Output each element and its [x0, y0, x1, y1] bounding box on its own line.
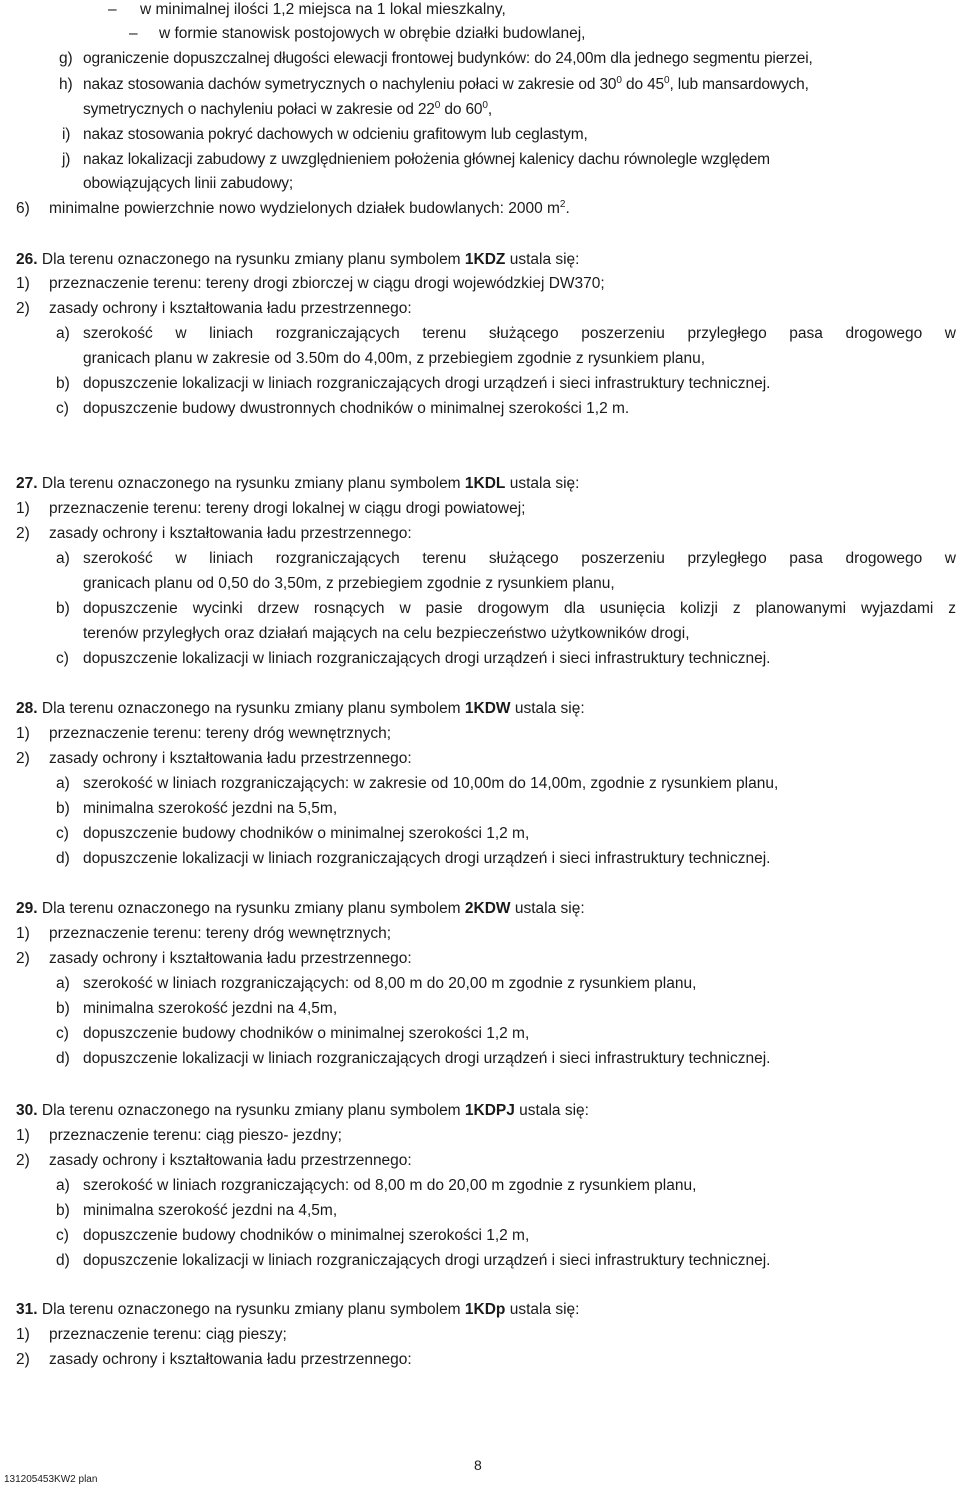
zone-symbol: 1KDPJ: [464, 1102, 515, 1119]
list-item-text: zasady ochrony i kształtowania ładu przestrzennego:: [49, 750, 412, 767]
list-item-text: szerokość w liniach rozgraniczających terenu służącego poszerzeniu przyległego pasa drogowego w: [83, 550, 956, 567]
list-item-text: zasady ochrony i kształtowania ładu przestrzennego:: [49, 1351, 412, 1368]
list-item-text: symetrycznych o nachyleniu połaci w zakresie od $22^0$ do $60^0$,: [83, 100, 492, 118]
list-item-text: zasady ochrony i kształtowania ładu przestrzennego:: [49, 950, 412, 967]
section-number: 29.: [16, 900, 38, 917]
list-marker: 2): [16, 750, 30, 767]
list-item-text: w minimalnej ilości 1,2 miejsca na 1 lokal mieszkalny,: [140, 1, 506, 18]
section-number: 30.: [16, 1102, 38, 1119]
list-marker: b): [56, 1202, 70, 1219]
list-item-text: dopuszczenie lokalizacji w liniach rozgraniczających drogi urządzeń i sieci infrastruktury technicznej.: [83, 1252, 771, 1269]
list-item-text: przeznaczenie terenu: ciąg pieszo- jezdny;: [49, 1127, 342, 1144]
list-item-text: przeznaczenie terenu: ciąg pieszy;: [49, 1326, 287, 1343]
list-marker: d): [56, 1050, 70, 1067]
list-marker: 2): [16, 1152, 30, 1169]
dash-marker: –: [108, 1, 117, 18]
list-marker: i): [62, 126, 71, 143]
document-page: – w minimalnej ilości 1,2 miejsca na 1 lokal mieszkalny, – w formie stanowisk postojowych w obrębie działki budowlanej, g) ograniczenie dopuszczalnej długości elewacji frontowej budynków: do 24,00m dla jednego segmentu pierzei, h) nakaz stosowania dachów symetrycznych o nachyleniu połaci w zakresie od $30^0$ do $45^0$, lub mansardowych, symetrycznych o nachyleniu połaci w zakresie od $22^0$ do $60^0$, i) nakaz stosowania pokryć dachowych w odcieniu grafitowym lub ceglastym, j) nakaz lokalizacji zabudowy z uwzględnieniem położenia głównej kalenicy dachu równolegle względem obowiązujących linii zabudowy; 6) minimalne powierzchnie nowo wydzielonych działek budowlanych: 2000 $m^2$. 26. Dla terenu oznaczonego na rysunku zmiany planu symbolem 1KDZ ustala się: 1) przeznaczenie terenu: tereny drogi zbiorczej w ciągu drogi wojewódzkiej DW370; 2) zasady ochrony i kształtowania ładu przestrzennego: a) szerokość w liniach rozgraniczających terenu służącego poszerzeniu przyległego pasa drogowego w granicach planu w zakresie od 3.50m do 4,00m, z przebiegiem zgodnie z rysunkiem planu, b) dopuszczenie lokalizacji w liniach rozgraniczających drogi urządzeń i sieci infrastruktury technicznej. c) dopuszczenie budowy dwustronnych chodników o minimalnej szerokości 1,2 m. 27. Dla terenu oznaczonego na rysunku zmiany planu symbolem 1KDL ustala się: 1) przeznaczenie terenu: tereny drogi lokalnej w ciągu drogi powiatowej; 2) zasady ochrony i kształtowania ładu przestrzennego: a) szerokość w liniach rozgraniczających terenu służącego poszerzeniu przyległego pasa drogowego w granicach planu od 0,50 do 3,50m, z przebiegiem zgodnie z rysunkiem planu, b) dopuszczenie wycinki drzew rosnących w pasie drogowym dla usunięcia kolizji z planowanymi wyjazdami z terenów przyległych oraz działań mających na celu bezpieczeństwo użytkowników drogi, c) dopuszczenie lokalizacji w liniach rozgraniczających drogi urządzeń i sieci infrastruktury technicznej. 28. Dla terenu oznaczonego na rysunku zmiany planu symbolem 1KDW ustala się: 1) przeznaczenie terenu: tereny dróg wewnętrznych; 2) zasady ochrony i kształtowania ładu przestrzennego: a) szerokość w liniach rozgraniczających: w zakresie od 10,00m do 14,00m, zgodnie z rysunkiem planu, b) minimalna szerokość jezdni na 5,5m, c) dopuszczenie budowy chodników o minimalnej szerokości 1,2 m, d) dopuszczenie lokalizacji w liniach rozgraniczających drogi urządzeń i sieci infrastruktury technicznej. 29. Dla terenu oznaczonego na rysunku zmiany planu symbolem 2KDW ustala się: 1) przeznaczenie terenu: tereny dróg wewnętrznych; 2) zasady ochrony i kształtowania ładu przestrzennego: a) szerokość w liniach rozgraniczających: od 8,00 m do 20,00 m zgodnie z rysunkiem planu, b) minimalna szerokość jezdni na 4,5m, c) dopuszczenie budowy chodników o minimalnej szerokości 1,2 m, d) dopuszczenie lokalizacji w liniach rozgraniczających drogi urządzeń i sieci infrastruktury technicznej. 30. Dla terenu oznaczonego na rysunku zmiany planu symbolem 1KDPJ ustala się: 1) przeznaczenie terenu: ciąg pieszo- jezdny; 2) zasady ochrony i kształtowania ładu przestrzennego: a) szerokość w liniach rozgraniczających: od 8,00 m do 20,00 m zgodnie z rysunkiem planu, b) minimalna szerokość jezdni na 4,5m, c) dopuszczenie budowy chodników o minimalnej szerokości 1,2 m, d) dopuszczenie lokalizacji w liniach rozgraniczających drogi urządzeń i sieci infrastruktury technicznej. 31. Dla terenu oznaczonego na rysunku zmiany planu symbolem 1KDp ustala się: 1) przeznaczenie terenu: ciąg pieszy; 2) zasady ochrony i kształtowania ładu przestrzennego: 8 131205453KW2 plan: [4, 1, 956, 1485]
list-item-text: w formie stanowisk postojowych w obrębie działki budowlanej,: [159, 25, 586, 42]
list-marker: a): [56, 325, 70, 342]
list-item-text: zasady ochrony i kształtowania ładu przestrzennego:: [49, 525, 412, 542]
list-item-text: przeznaczenie terenu: tereny drogi lokalnej w ciągu drogi powiatowej;: [49, 500, 526, 517]
list-item-text: dopuszczenie lokalizacji w liniach rozgraniczających drogi urządzeń i sieci infrastruktury technicznej.: [83, 850, 771, 867]
list-marker: 2): [16, 950, 30, 967]
list-marker: c): [56, 400, 69, 417]
list-marker: d): [56, 1252, 70, 1269]
list-item-text: szerokość w liniach rozgraniczających: od 8,00 m do 20,00 m zgodnie z rysunkiem planu,: [83, 1177, 697, 1194]
list-marker: h): [59, 76, 73, 93]
list-marker: 1): [16, 1127, 30, 1144]
list-item-text: szerokość w liniach rozgraniczających terenu służącego poszerzeniu przyległego pasa drogowego w: [83, 325, 956, 342]
list-item-text: zasady ochrony i kształtowania ładu przestrzennego:: [49, 300, 412, 317]
list-marker: b): [56, 1000, 70, 1017]
list-item-text: terenów przyległych oraz działań mających na celu bezpieczeństwo użytkowników drogi,: [83, 625, 690, 642]
zone-symbol: 1KDp: [464, 1301, 506, 1318]
list-marker: j): [62, 151, 71, 168]
list-item-text: granicach planu w zakresie od 3.50m do 4,00m, z przebiegiem zgodnie z rysunkiem planu,: [83, 350, 706, 367]
list-marker: 1): [16, 275, 30, 292]
list-item-text: minimalna szerokość jezdni na 4,5m,: [83, 1202, 338, 1219]
section-number: 26.: [16, 251, 38, 268]
list-item-text: nakaz stosowania pokryć dachowych w odcieniu grafitowym lub ceglastym,: [83, 126, 588, 143]
zone-symbol: 1KDW: [464, 700, 511, 717]
list-marker: c): [56, 1025, 69, 1042]
zone-symbol: 1KDL: [464, 475, 506, 492]
list-item-text: przeznaczenie terenu: tereny drogi zbiorczej w ciągu drogi wojewódzkiej DW370;: [49, 275, 605, 292]
list-item-text: nakaz lokalizacji zabudowy z uwzględnieniem położenia głównej kalenicy dachu równolegle względem: [83, 151, 770, 168]
list-item-text: przeznaczenie terenu: tereny dróg wewnętrznych;: [49, 725, 392, 742]
page-number: 8: [474, 1457, 482, 1473]
dash-marker: –: [129, 25, 138, 42]
list-item-text: minimalna szerokość jezdni na 4,5m,: [83, 1000, 338, 1017]
list-item-text: przeznaczenie terenu: tereny dróg wewnętrznych;: [49, 925, 392, 942]
list-marker: a): [56, 550, 70, 567]
list-item-text: dopuszczenie wycinki drzew rosnących w pasie drogowym dla usunięcia kolizji z planowanymi wyjazdami z: [83, 600, 956, 617]
zone-symbol: 2KDW: [464, 900, 511, 917]
list-marker: 6): [16, 200, 30, 217]
list-item-text: szerokość w liniach rozgraniczających: w zakresie od 10,00m do 14,00m, zgodnie z rysunkiem planu,: [83, 775, 779, 792]
list-marker: c): [56, 650, 69, 667]
section-number: 31.: [16, 1301, 38, 1318]
list-marker: g): [59, 50, 73, 67]
list-marker: 2): [16, 525, 30, 542]
list-marker: d): [56, 850, 70, 867]
list-marker: 1): [16, 925, 30, 942]
list-marker: 2): [16, 300, 30, 317]
list-item-text: granicach planu od 0,50 do 3,50m, z przebiegiem zgodnie z rysunkiem planu,: [83, 575, 615, 592]
list-marker: 2): [16, 1351, 30, 1368]
section-number: 28.: [16, 700, 38, 717]
list-marker: c): [56, 1227, 69, 1244]
list-marker: b): [56, 800, 70, 817]
list-item-text: minimalne powierzchnie nowo wydzielonych działek budowlanych: 2000 $m^2$.: [49, 199, 570, 217]
zone-symbol: 1KDZ: [464, 251, 506, 268]
list-item-text: obowiązujących linii zabudowy;: [83, 175, 294, 192]
list-item-text: dopuszczenie budowy chodników o minimalnej szerokości 1,2 m,: [83, 825, 530, 842]
list-item-text: dopuszczenie budowy chodników o minimalnej szerokości 1,2 m,: [83, 1227, 530, 1244]
list-item-text: dopuszczenie budowy dwustronnych chodników o minimalnej szerokości 1,2 m.: [83, 400, 630, 417]
list-item-text: zasady ochrony i kształtowania ładu przestrzennego:: [49, 1152, 412, 1169]
list-item-text: minimalna szerokość jezdni na 5,5m,: [83, 800, 338, 817]
section-number: 27.: [16, 475, 38, 492]
document-code: 131205453KW2 plan: [4, 1474, 98, 1485]
list-marker: c): [56, 825, 69, 842]
list-marker: a): [56, 775, 70, 792]
list-item-text: szerokość w liniach rozgraniczających: od 8,00 m do 20,00 m zgodnie z rysunkiem planu,: [83, 975, 697, 992]
list-marker: b): [56, 375, 70, 392]
list-marker: 1): [16, 725, 30, 742]
list-item-text: dopuszczenie lokalizacji w liniach rozgraniczających drogi urządzeń i sieci infrastruktury technicznej.: [83, 650, 771, 667]
list-item-text: nakaz stosowania dachów symetrycznych o nachyleniu połaci w zakresie od $30^0$ do $45^0$, lub mansardowych,: [83, 75, 809, 93]
list-item-text: dopuszczenie lokalizacji w liniach rozgraniczających drogi urządzeń i sieci infrastruktury technicznej.: [83, 375, 771, 392]
list-item-text: ograniczenie dopuszczalnej długości elewacji frontowej budynków: do 24,00m dla jednego segmentu pierzei,: [83, 50, 813, 67]
list-item-text: dopuszczenie budowy chodników o minimalnej szerokości 1,2 m,: [83, 1025, 530, 1042]
list-marker: b): [56, 600, 70, 617]
list-marker: 1): [16, 1326, 30, 1343]
list-marker: a): [56, 975, 70, 992]
list-item-text: dopuszczenie lokalizacji w liniach rozgraniczających drogi urządzeń i sieci infrastruktury technicznej.: [83, 1050, 771, 1067]
list-marker: 1): [16, 500, 30, 517]
list-marker: a): [56, 1177, 70, 1194]
